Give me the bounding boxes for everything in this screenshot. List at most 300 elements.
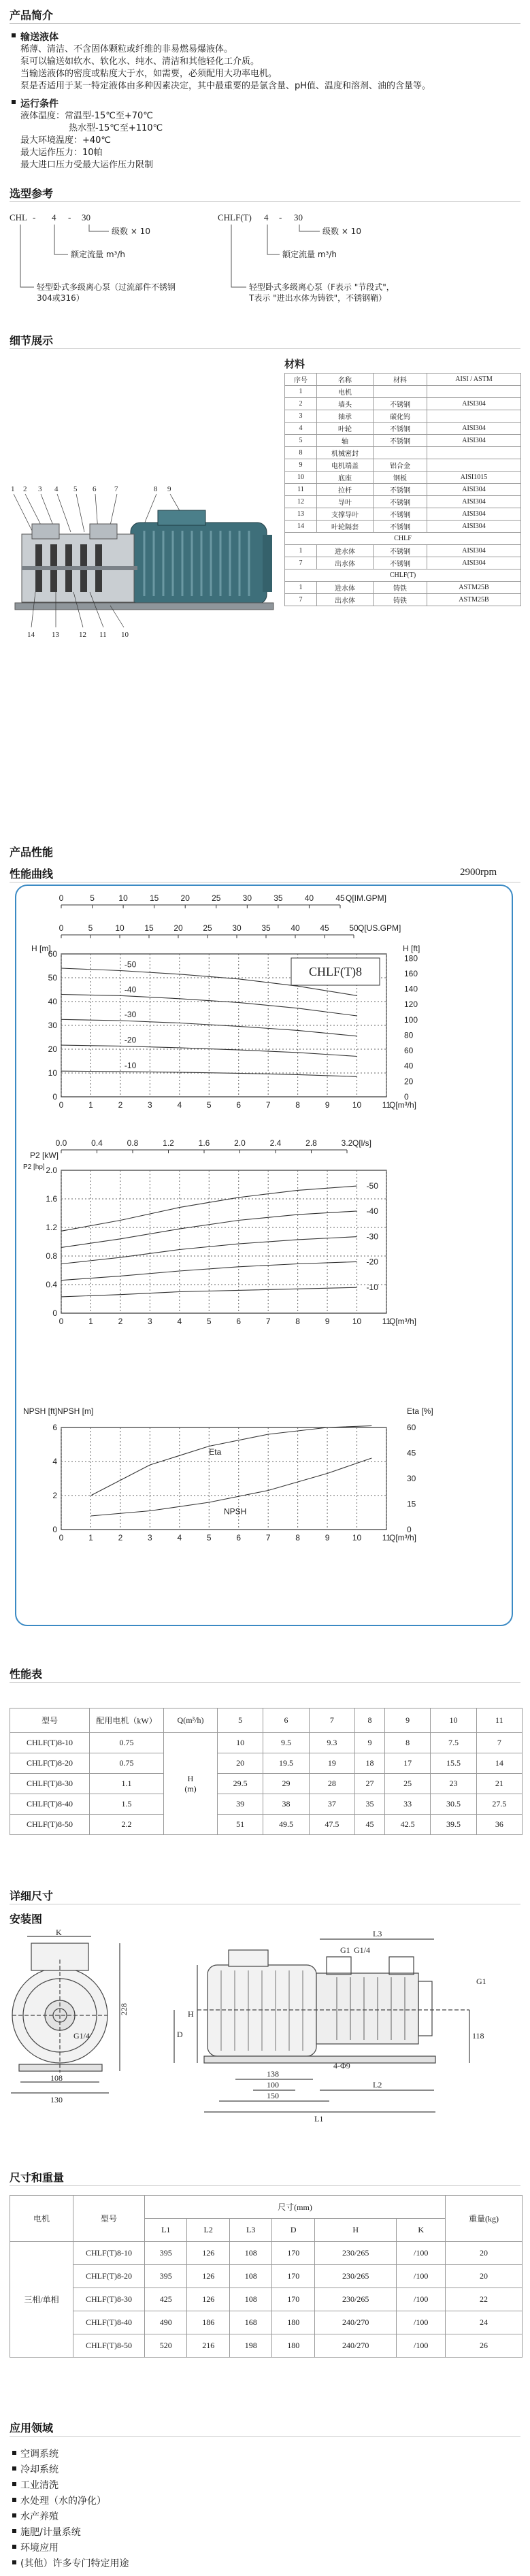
material-cell: 钢板 — [374, 472, 427, 484]
dims-value: 395 — [145, 2265, 187, 2288]
dim-150: 150 — [267, 2091, 279, 2100]
dims-col: L3 — [229, 2219, 271, 2242]
perf-head-value: 7 — [476, 1733, 522, 1753]
x-tick-label: 9 — [325, 1100, 330, 1110]
installation-drawing — [0, 1930, 530, 2134]
material-cell: 底座 — [317, 472, 374, 484]
x-tick-label: 7 — [265, 1533, 271, 1542]
y2-tick-label: 30 — [407, 1474, 416, 1483]
curve-panel — [15, 885, 513, 1626]
dim-h: H — [188, 2009, 194, 2019]
top-axis-tick-label: 0.4 — [91, 1138, 103, 1148]
application-item: 冷却系统 — [20, 2462, 59, 2476]
series-line-20 — [61, 1261, 357, 1280]
callout-number: 6 — [93, 485, 97, 493]
material-row — [285, 472, 521, 484]
material-row — [285, 447, 521, 459]
perf-model: CHLF(T)8-40 — [10, 1794, 90, 1815]
material-cell — [427, 410, 521, 423]
condition-line: 液体温度：常温型-15℃至+70℃ — [20, 111, 153, 121]
y-tick-label: 0 — [52, 1092, 57, 1102]
material-cell: 不锈钢 — [374, 508, 427, 521]
perf-row — [10, 1815, 523, 1835]
y-tick-label: 20 — [48, 1044, 57, 1054]
material-cell: 铝合金 — [374, 459, 427, 472]
performance-curves — [16, 886, 512, 1625]
perf-head-value: 9.5 — [263, 1733, 309, 1753]
callout-number: 13 — [52, 631, 59, 639]
material-row — [285, 557, 521, 569]
perf-head-value: 19.5 — [263, 1753, 309, 1774]
application-item: 工业清洗 — [20, 2478, 59, 2492]
dims-row — [10, 2311, 523, 2334]
perf-head-value: 9.3 — [309, 1733, 354, 1753]
x-tick-label: 0 — [59, 1100, 64, 1110]
y2-axis-label: Eta [%] — [407, 1406, 433, 1416]
x-axis-label: Q[m³/h] — [389, 1100, 417, 1110]
material-cell: 进水体 — [317, 582, 374, 594]
top-axis-tick-label: 50 — [349, 923, 359, 933]
material-cell: ASTM25B — [427, 594, 521, 606]
dims-value: 126 — [187, 2288, 229, 2311]
dims-weight: 22 — [446, 2288, 523, 2311]
series-label: -30 — [366, 1232, 378, 1242]
dims-weight: 24 — [446, 2311, 523, 2334]
dims-weight: 20 — [446, 2265, 523, 2288]
dims-value: 170 — [272, 2265, 314, 2288]
top-axis-tick-label: 10 — [118, 893, 128, 903]
code-dash: - — [279, 212, 282, 222]
material-cell: AISI304 — [427, 521, 521, 533]
material-cell: 7 — [285, 557, 317, 569]
y-tick-label: 30 — [48, 1021, 57, 1030]
x-tick-label: 4 — [177, 1100, 182, 1110]
col-header: 序号 — [285, 374, 317, 386]
callout-number: 8 — [154, 485, 158, 493]
material-row — [285, 521, 521, 533]
application-item: 水处理（水的净化） — [20, 2494, 106, 2507]
dims-header-motor: 电机 — [10, 2196, 73, 2242]
x-tick-label: 2 — [118, 1100, 123, 1110]
material-cell — [427, 447, 521, 459]
perf-q-value: 7 — [309, 1708, 354, 1733]
perf-motor-kw: 1.1 — [90, 1774, 164, 1794]
perf-head-value: 45 — [354, 1815, 384, 1835]
top-axis-tick-label: 5 — [88, 923, 93, 933]
x-tick-label: 0 — [59, 1317, 64, 1326]
dims-value: 198 — [229, 2334, 271, 2358]
material-cell — [374, 386, 427, 398]
application-item: 施肥/计量系统 — [20, 2525, 81, 2539]
material-cell: 11 — [285, 484, 317, 496]
perf-head-value: 29.5 — [218, 1774, 263, 1794]
top-axis-tick-label: 35 — [274, 893, 283, 903]
series-label: -10 — [366, 1283, 378, 1293]
dims-col: K — [397, 2219, 446, 2242]
x-tick-label: 6 — [236, 1317, 242, 1326]
perf-q-value: 11 — [476, 1708, 522, 1733]
y-tick-label: 1.6 — [46, 1194, 57, 1204]
dim-l2: L2 — [373, 2080, 382, 2090]
perf-header-motor: 配用电机（kW） — [90, 1708, 164, 1733]
dims-value: /100 — [397, 2242, 446, 2265]
top-axis-tick-label: 45 — [335, 893, 345, 903]
dims-col: D — [272, 2219, 314, 2242]
material-cell: 不锈钢 — [374, 545, 427, 557]
dims-row — [10, 2334, 523, 2358]
material-row — [285, 496, 521, 508]
material-cell: ASTM25B — [427, 582, 521, 594]
flow-label-right: 额定流量 m³/h — [282, 250, 337, 259]
material-cell: 12 — [285, 496, 317, 508]
material-cell: 不锈钢 — [374, 557, 427, 569]
material-cell: 支撑导叶 — [317, 508, 374, 521]
y-axis-label: P2 [kW] — [30, 1151, 59, 1160]
material-cell: 不锈钢 — [374, 398, 427, 410]
divider — [10, 2185, 520, 2186]
x-tick-label: 1 — [88, 1100, 93, 1110]
y-tick-label: 0 — [52, 1308, 57, 1318]
perf-head-value: 27 — [354, 1774, 384, 1794]
pump-cutaway-drawing — [8, 469, 277, 646]
perf-head-value: 37 — [309, 1794, 354, 1815]
material-cell: 出水体 — [317, 557, 374, 569]
perf-row — [10, 1794, 523, 1815]
model-badge-label: CHLF(T)8 — [309, 965, 362, 978]
series-label: -20 — [366, 1257, 378, 1267]
top-axis-tick-label: 25 — [212, 893, 221, 903]
material-cell: 电机 — [317, 386, 374, 398]
desc-right-1: 轻型卧式多级离心泵（F表示 "节段式"， — [249, 282, 395, 292]
dimensions-table — [10, 2195, 523, 2358]
code-flow-num: 4 — [264, 212, 269, 222]
dim-k: K — [56, 1930, 62, 1937]
series-label: -40 — [366, 1206, 378, 1216]
x-tick-label: 8 — [295, 1533, 300, 1542]
material-cell: 1 — [285, 386, 317, 398]
x-tick-label: 10 — [352, 1317, 362, 1326]
dim-g14b: G1/4 — [354, 1945, 370, 1955]
x-tick-label: 9 — [325, 1533, 330, 1542]
material-cell: AISI304 — [427, 545, 521, 557]
series-label: NPSH — [224, 1506, 247, 1517]
material-cell: 4 — [285, 423, 317, 435]
materials-table-wrap — [284, 373, 521, 606]
perf-head-value: 9 — [354, 1733, 384, 1753]
material-cell: 叶轮 — [317, 423, 374, 435]
dim-d: D — [177, 2030, 183, 2039]
condition-line: 最大环境温度：+40℃ — [20, 135, 112, 146]
material-cell: 拉杆 — [317, 484, 374, 496]
callout-number: 4 — [54, 485, 59, 493]
dims-value: 395 — [145, 2242, 187, 2265]
series-label: Eta — [209, 1447, 222, 1457]
desc-left-2: 304或316） — [37, 293, 84, 303]
x-tick-label: 4 — [177, 1317, 182, 1326]
dims-table-wrap — [10, 2195, 523, 2358]
dim-g14: G1/4 — [73, 2031, 90, 2041]
conditions-heading: 运行条件 — [20, 97, 59, 110]
x-tick-label: 8 — [295, 1100, 300, 1110]
series-line-Eta — [91, 1426, 372, 1496]
dims-row — [10, 2265, 523, 2288]
material-cell: 轴 — [317, 435, 374, 447]
condition-line: 最大进口压力受最大运作压力限制 — [20, 160, 154, 170]
material-cell: 铸铁 — [374, 582, 427, 594]
apps-title: 应用领域 — [10, 2422, 54, 2434]
performance-table — [10, 1708, 523, 1835]
perf-model: CHLF(T)8-10 — [10, 1733, 90, 1753]
y2-tick-label: 60 — [407, 1423, 416, 1432]
code-dash: - — [33, 212, 36, 222]
material-cell: 叶轮隔套 — [317, 521, 374, 533]
perf-head-value: 39 — [218, 1794, 263, 1815]
application-item: (其他）许多专门特定用途 — [20, 2556, 129, 2570]
perf-motor-kw: 0.75 — [90, 1733, 164, 1753]
x-tick-label: 10 — [352, 1100, 362, 1110]
y-tick-label: 50 — [48, 973, 57, 982]
dims-value: 170 — [272, 2288, 314, 2311]
series-line-30 — [61, 1019, 357, 1036]
perf-head-value: 36 — [476, 1815, 522, 1835]
y-tick-label: 2 — [52, 1491, 57, 1500]
material-cell: AISI304 — [427, 496, 521, 508]
callout-number: 2 — [23, 485, 27, 493]
x-tick-label: 11 — [382, 1100, 391, 1110]
dims-value: /100 — [397, 2288, 446, 2311]
top-axis-tick-label: 30 — [232, 923, 242, 933]
y2-tick-label: 40 — [404, 1061, 414, 1071]
y-tick-label: 6 — [52, 1423, 57, 1432]
fluid-line: 稀薄、清洁、不含固体颗粒或纤维的非易燃易爆液体。 — [20, 44, 233, 54]
material-row — [285, 582, 521, 594]
material-row — [285, 386, 521, 398]
y-axis-label-hp: P2 [hp] — [23, 1163, 45, 1171]
x-tick-label: 1 — [88, 1317, 93, 1326]
dims-value: 186 — [187, 2311, 229, 2334]
details-title: 细节展示 — [10, 334, 54, 347]
dim-138: 138 — [267, 2069, 279, 2079]
application-item: 空调系统 — [20, 2447, 59, 2460]
col-header: 材料 — [374, 374, 427, 386]
y2-tick-label: 100 — [404, 1014, 418, 1025]
material-cell: 不锈钢 — [374, 484, 427, 496]
dims-header-model: 型号 — [73, 2196, 145, 2242]
y2-tick-label: 120 — [404, 1000, 418, 1010]
dims-model: CHLF(T)8-40 — [73, 2311, 145, 2334]
material-cell: 1 — [285, 582, 317, 594]
material-cell: 13 — [285, 508, 317, 521]
y2-tick-label: 80 — [404, 1030, 414, 1040]
y-tick-label: 1.2 — [46, 1223, 57, 1232]
perf-row — [10, 1733, 523, 1753]
perf-model: CHLF(T)8-50 — [10, 1815, 90, 1835]
material-row — [285, 594, 521, 606]
callout-number: 7 — [114, 485, 118, 493]
material-cell: 碳化钨 — [374, 410, 427, 423]
dims-model: CHLF(T)8-30 — [73, 2288, 145, 2311]
code-flow-num: 4 — [52, 212, 56, 222]
col-header: AISI / ASTM — [427, 374, 521, 386]
perf-head-value: 8 — [385, 1733, 431, 1753]
dims-value: 490 — [145, 2311, 187, 2334]
application-item: 环境应用 — [20, 2541, 59, 2554]
dims-value: 240/270 — [314, 2311, 396, 2334]
dims-value: 425 — [145, 2288, 187, 2311]
code-stage-num: 30 — [82, 212, 90, 222]
material-cell: 机械密封 — [317, 447, 374, 459]
x-tick-label: 2 — [118, 1533, 123, 1542]
fluid-line: 泵是否适用于某一特定液体由多种因素决定，其中最重要的是氯含量、pH值、温度和溶剂、油的含量等。 — [20, 81, 431, 91]
dims-motor: 三相/单相 — [10, 2242, 73, 2358]
dim-l3: L3 — [373, 1930, 382, 1938]
y2-tick-label: 140 — [404, 984, 418, 994]
material-cell: 14 — [285, 521, 317, 533]
stage-label-right: 级数 × 10 — [322, 227, 361, 236]
perf-head-value: 10 — [218, 1733, 263, 1753]
top-axis-tick-label: 20 — [173, 923, 183, 933]
dims-row — [10, 2288, 523, 2311]
condition-line: 热水型-15℃至+110℃ — [69, 123, 163, 133]
perf-q-value: 8 — [354, 1708, 384, 1733]
perf-head-value: 47.5 — [309, 1815, 354, 1835]
dims-row — [10, 2242, 523, 2265]
material-cell: AISI304 — [427, 435, 521, 447]
x-axis-label: Q[m³/h] — [389, 1317, 417, 1326]
perf-header-model: 型号 — [10, 1708, 90, 1733]
dim-118: 118 — [472, 2031, 484, 2041]
x-tick-label: 5 — [206, 1317, 212, 1326]
top-axis-tick-label: 0 — [59, 923, 64, 933]
y2-axis-label: H [ft] — [403, 944, 420, 953]
perf-head-value: 23 — [431, 1774, 476, 1794]
top-axis-tick-label: 3.2 — [341, 1138, 353, 1148]
materials-title: 材料 — [284, 358, 305, 370]
dims-col: H — [314, 2219, 396, 2242]
dims-value: 180 — [272, 2311, 314, 2334]
material-cell: 9 — [285, 459, 317, 472]
intro-title: 产品简介 — [10, 9, 54, 22]
y-tick-label: 4 — [52, 1457, 57, 1466]
callout-number: 3 — [38, 485, 42, 493]
x-axis-label: Q[m³/h] — [389, 1533, 417, 1542]
callout-number: 12 — [79, 631, 86, 639]
top-axis-label: Q[IM.GPM] — [346, 893, 386, 903]
material-cell: 5 — [285, 435, 317, 447]
dims-header-size: 尺寸(mm) — [145, 2196, 446, 2219]
series-label: -40 — [124, 985, 137, 995]
material-cell: 7 — [285, 594, 317, 606]
perf-head-value: 19 — [309, 1753, 354, 1774]
performance-title: 产品性能 — [10, 846, 54, 859]
perf-model: CHLF(T)8-20 — [10, 1753, 90, 1774]
material-row — [285, 484, 521, 496]
dims-value: /100 — [397, 2265, 446, 2288]
material-group-row — [285, 569, 521, 582]
material-row — [285, 435, 521, 447]
y-tick-label: 60 — [48, 949, 57, 959]
y2-tick-label: 45 — [407, 1448, 416, 1458]
x-tick-label: 6 — [236, 1533, 242, 1542]
dims-model: CHLF(T)8-50 — [73, 2334, 145, 2358]
model-code-diagram — [0, 204, 530, 320]
fluid-heading: 输送液体 — [20, 30, 59, 44]
perf-header-q: Q(m³/h) — [164, 1708, 218, 1733]
perf-head-value: 15.5 — [431, 1753, 476, 1774]
top-axis-tick-label: 15 — [144, 923, 154, 933]
dim-g1: G1 — [340, 1945, 350, 1955]
material-cell: 不锈钢 — [374, 435, 427, 447]
perf-table-title: 性能表 — [10, 1668, 43, 1681]
dim-130: 130 — [50, 2095, 63, 2104]
material-group-label: CHLF(T) — [285, 569, 521, 582]
top-axis-tick-label: 1.2 — [163, 1138, 174, 1148]
material-cell: AISI1015 — [427, 472, 521, 484]
x-tick-label: 9 — [325, 1317, 330, 1326]
perf-head-value: 33 — [385, 1794, 431, 1815]
perf-motor-kw: 1.5 — [90, 1794, 164, 1815]
x-tick-label: 10 — [352, 1533, 362, 1542]
divider — [10, 348, 520, 349]
top-axis-tick-label: 30 — [242, 893, 252, 903]
callout-number: 9 — [167, 485, 171, 493]
material-cell: 不锈钢 — [374, 521, 427, 533]
top-axis-tick-label: 2.4 — [269, 1138, 282, 1148]
material-cell — [427, 459, 521, 472]
perf-head-value: 51 — [218, 1815, 263, 1835]
plot-frame — [61, 1170, 386, 1313]
top-axis-tick-label: 2.8 — [305, 1138, 317, 1148]
series-label: -10 — [124, 1060, 137, 1070]
perf-head-value: 49.5 — [263, 1815, 309, 1835]
dim-228: 228 — [119, 2003, 129, 2015]
material-row — [285, 508, 521, 521]
perf-head-value: 18 — [354, 1753, 384, 1774]
perf-head-value: 27.5 — [476, 1794, 522, 1815]
y2-tick-label: 15 — [407, 1499, 416, 1509]
x-tick-label: 4 — [177, 1533, 182, 1542]
size-weight-title: 尺寸和重量 — [10, 2171, 65, 2184]
rpm-label: 2900rpm — [460, 867, 497, 878]
y-axis-label: NPSH [m] — [57, 1406, 94, 1416]
dim-g1-side: G1 — [476, 1977, 486, 1986]
y2-tick-label: 0 — [407, 1525, 412, 1534]
y-tick-label: 10 — [48, 1068, 57, 1078]
x-tick-label: 7 — [265, 1317, 271, 1326]
curve-title: 性能曲线 — [10, 868, 54, 880]
x-tick-label: 11 — [382, 1317, 391, 1326]
install-title: 安装图 — [10, 1913, 43, 1926]
perf-head-value: 42.5 — [385, 1815, 431, 1835]
series-line-10 — [61, 1287, 357, 1297]
y-tick-label: 2.0 — [46, 1166, 57, 1175]
callout-number: 5 — [73, 485, 78, 493]
material-cell: AISI304 — [427, 484, 521, 496]
series-label: -30 — [124, 1010, 137, 1019]
dim-100: 100 — [267, 2080, 279, 2090]
dims-value: 108 — [229, 2288, 271, 2311]
callout-number: 11 — [99, 631, 107, 639]
top-axis-tick-label: 2.0 — [234, 1138, 246, 1148]
x-tick-label: 6 — [236, 1100, 242, 1110]
dims-value: 126 — [187, 2265, 229, 2288]
perf-model: CHLF(T)8-30 — [10, 1774, 90, 1794]
material-row — [285, 459, 521, 472]
desc-right-2: T表示 "进出水体为铸铁"，不锈钢鞘） — [249, 293, 387, 303]
dims-weight: 26 — [446, 2334, 523, 2358]
perf-head-value: 29 — [263, 1774, 309, 1794]
dims-header-weight: 重量(kg) — [446, 2196, 523, 2242]
